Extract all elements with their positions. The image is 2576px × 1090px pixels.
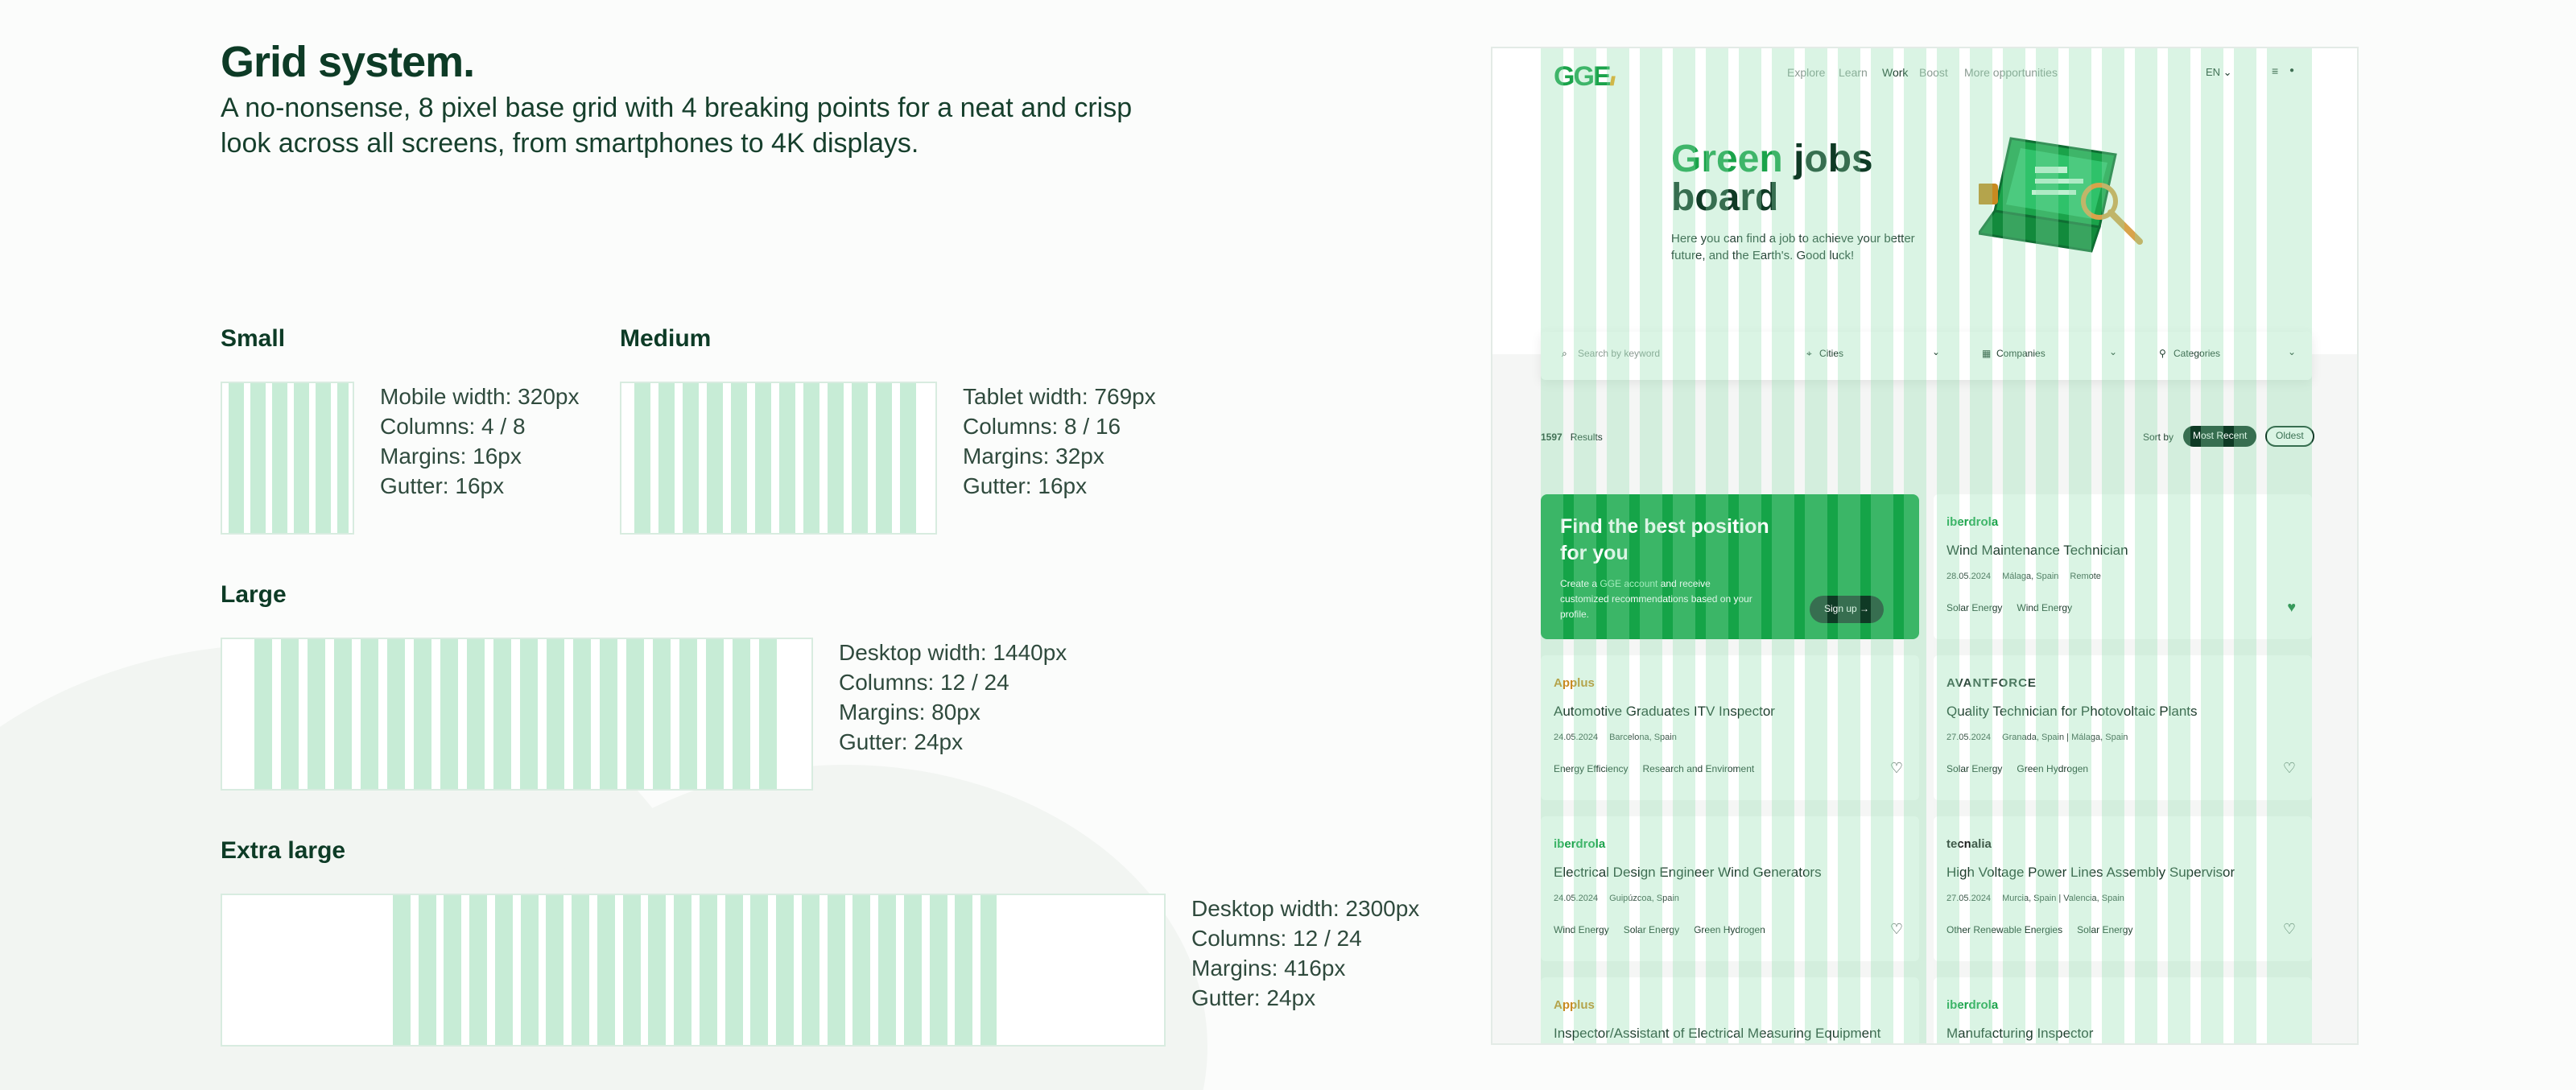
job-meta: 24.05.2024 Guipúzcoa, Spain	[1554, 894, 1679, 903]
job-title[interactable]: Electrical Design Engineer Wind Generators	[1554, 865, 1822, 880]
promo-description: Create a GGE account and receive customized recommendations based on your profile.	[1560, 578, 1752, 620]
spec-line: Margins: 16px	[380, 444, 522, 469]
medium-label: Medium	[620, 325, 712, 352]
job-card[interactable]	[1541, 816, 1919, 961]
large-specs	[839, 638, 1067, 757]
medium-specs	[963, 382, 1156, 501]
company-logo: tecnalia	[1946, 837, 1992, 851]
heart-icon[interactable]: ♡	[2282, 921, 2296, 937]
spec-line: Margins: 32px	[963, 444, 1104, 469]
spec-line: Gutter: 16px	[380, 473, 505, 498]
job-title[interactable]: Manufacturing Inspector	[1946, 1026, 2094, 1041]
spec-line: Columns: 8 / 16	[963, 414, 1121, 439]
signup-promo-card	[1541, 494, 1919, 639]
spec-line: Desktop width: 1440px	[839, 640, 1067, 665]
location-pin-icon: ⌖	[1806, 348, 1812, 359]
company-logo: AVANTFORCE	[1946, 676, 2037, 690]
job-tags: Other Renewable Energies Solar Energy	[1946, 924, 2133, 935]
chevron-down-icon[interactable]: ⌄	[2109, 346, 2118, 357]
company-logo: Applus	[1554, 998, 1595, 1012]
job-card[interactable]	[1934, 977, 2312, 1045]
menu-icon[interactable]: ≡	[2272, 64, 2279, 77]
spec-line: Columns: 12 / 24	[839, 670, 1009, 695]
job-card[interactable]	[1934, 816, 2312, 961]
sort-label: Sort by	[2143, 431, 2174, 443]
xlarge-grid-diagram	[221, 894, 1166, 1047]
heart-icon[interactable]: ♡	[1889, 760, 1903, 776]
language-selector[interactable]: EN ⌄	[2206, 66, 2232, 78]
company-logo: Applus	[1554, 676, 1595, 690]
job-title[interactable]: High Voltage Power Lines Assembly Supervisor	[1946, 865, 2235, 880]
job-tags: Solar Energy Wind Energy	[1946, 602, 2073, 613]
laptop-illustration	[1979, 130, 2164, 267]
large-grid-diagram	[221, 638, 813, 791]
signup-button[interactable]: Sign up →	[1810, 596, 1884, 623]
gge-logo[interactable]: GGE///	[1554, 61, 1613, 92]
company-logo: iberdrola	[1554, 837, 1606, 851]
heart-icon[interactable]: ♡	[2282, 760, 2296, 776]
nav-more-opportunities[interactable]: More opportunities	[1964, 66, 2058, 79]
job-card[interactable]	[1541, 655, 1919, 800]
job-card[interactable]	[1934, 655, 2312, 800]
xlarge-label: Extra large	[221, 837, 346, 864]
page-subtitle: A no-nonsense, 8 pixel base grid with 4 breaking points for a neat and crisp look across all screens, from smartphones to 4K displays.	[221, 93, 1133, 159]
sort-oldest-button[interactable]: Oldest	[2265, 426, 2314, 447]
small-specs	[380, 382, 579, 501]
spec-line: Mobile width: 320px	[380, 384, 580, 409]
nav-explore[interactable]: Explore	[1787, 66, 1826, 79]
job-title[interactable]: Wind Maintenance Technician	[1946, 543, 2128, 558]
results-count: 1597 Results	[1541, 431, 1603, 443]
job-meta: 24.05.2024 Barcelona, Spain	[1554, 733, 1677, 742]
xlarge-specs	[1191, 894, 1419, 1013]
heart-icon[interactable]: ♡	[1889, 921, 1903, 937]
page-title: Grid system.	[221, 38, 475, 86]
user-icon[interactable]: ●	[2289, 66, 2295, 75]
building-icon: ▦	[1982, 348, 1992, 359]
categories-icon: ⚲	[2159, 348, 2166, 359]
spec-line: Tablet width: 769px	[963, 384, 1156, 409]
spec-line: Columns: 4 / 8	[380, 414, 526, 439]
cities-dropdown[interactable]: Cities	[1819, 348, 1844, 359]
search-icon: ⌕	[1562, 348, 1567, 359]
job-meta: 27.05.2024 Granada, Spain | Málaga, Spain	[1946, 733, 2128, 742]
spec-line: Margins: 416px	[1191, 956, 1346, 981]
medium-grid-diagram	[620, 382, 937, 535]
spec-line: Columns: 12 / 24	[1191, 926, 1362, 951]
spec-line: Gutter: 24px	[1191, 985, 1316, 1010]
job-tags: Energy Efficiency Research and Enviroment	[1554, 763, 1755, 774]
jobs-board-screenshot	[1491, 47, 2359, 1045]
spec-line: Desktop width: 2300px	[1191, 896, 1420, 921]
job-card[interactable]	[1934, 494, 2312, 639]
sort-most-recent-button[interactable]: Most Recent	[2183, 426, 2256, 447]
company-logo: iberdrola	[1946, 998, 1999, 1012]
spec-line: Gutter: 24px	[839, 729, 964, 754]
logo-wave-icon: ///	[1609, 75, 1613, 89]
nav-learn[interactable]: Learn	[1839, 66, 1868, 79]
job-meta: 28.05.2024 Málaga, Spain Remote	[1946, 572, 2101, 581]
job-title[interactable]: Quality Technician for Photovoltaic Plants	[1946, 704, 2198, 719]
job-title[interactable]: Automotive Graduates ITV Inspector	[1554, 704, 1775, 719]
companies-dropdown[interactable]: Companies	[1996, 348, 2046, 359]
job-card[interactable]	[1541, 977, 1919, 1045]
heart-icon[interactable]: ♥	[2287, 599, 2296, 615]
categories-dropdown[interactable]: Categories	[2174, 348, 2221, 359]
small-grid-diagram	[221, 382, 354, 535]
spec-line: Gutter: 16px	[963, 473, 1088, 498]
company-logo: iberdrola	[1946, 515, 1999, 529]
promo-title: Find the best position for you	[1560, 515, 1769, 564]
chevron-down-icon[interactable]: ⌄	[2288, 346, 2297, 357]
job-tags: Wind Energy Solar Energy Green Hydrogen	[1554, 924, 1765, 935]
hero-title: Green jobs board	[1671, 138, 1873, 219]
job-tags: Solar Energy Green Hydrogen	[1946, 763, 2089, 774]
large-label: Large	[221, 581, 287, 608]
chevron-down-icon[interactable]: ⌄	[1932, 346, 1941, 357]
job-meta: 27.05.2024 Murcia, Spain | Valencia, Spain	[1946, 894, 2124, 903]
nav-boost[interactable]: Boost	[1919, 66, 1948, 79]
hero-section	[1492, 48, 2357, 354]
small-label: Small	[221, 325, 286, 352]
spec-line: Margins: 80px	[839, 700, 980, 725]
hero-subtitle: Here you can find a job to achieve your better future, and the Earth's. Good luck!	[1671, 232, 1915, 262]
search-input[interactable]: Search by keyword	[1578, 348, 1661, 359]
nav-work[interactable]: Work	[1882, 66, 1909, 79]
search-bar	[1541, 332, 2312, 380]
job-title[interactable]: Inspector/Assistant of Electrical Measuring Equipment	[1554, 1026, 1881, 1041]
